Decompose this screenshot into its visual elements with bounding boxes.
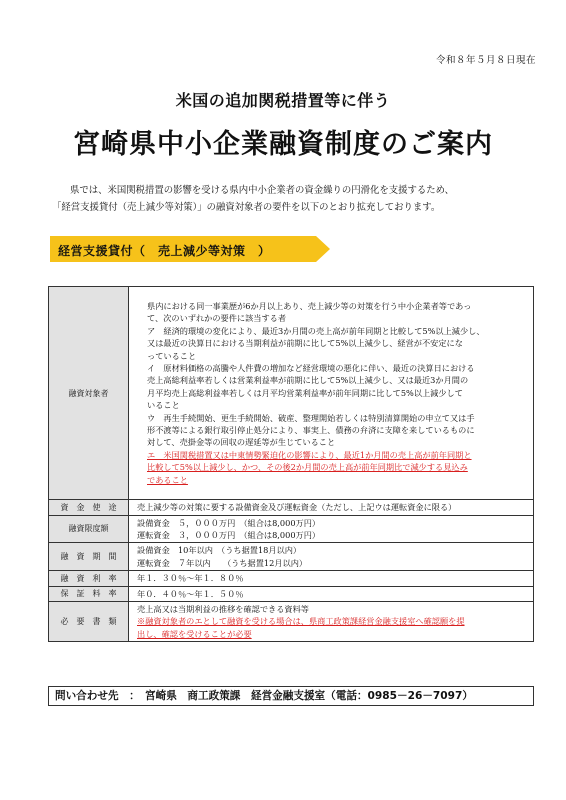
rate-value: 年１．３０％～年１．８０％ (129, 571, 534, 586)
period-value: 設備資金 10年以内 （うち据置18月以内） 運転資金 ７年以内 （うち据置12月以内） (129, 543, 534, 571)
eligibility-value (129, 287, 534, 500)
guarantee-value: 年０．４０％～年１．５０％ (129, 586, 534, 601)
eligibility-item-i: イ 原材料価格の高騰や人件費の増加など経営環境の悪化に伴い、最近の決算日における 売上高総利益率若しくは営業利益率が前期に比して5%以上減少し、又は最近3か月間の 月平均売上高総利益率若しくは月平均営業利益率が前年同期に比して5%以上減少して いること (147, 363, 475, 411)
eligibility-item-u: ウ 再生手続開始、更生手続開始、破産、整理開始若しくは特別清算開始の申立て又は手 形不渡等による銀行取引停止処分により、事実上、債務の弁済に支障を来しているものに 対して、売掛金等の回収の遅延等が生じていること (147, 412, 475, 448)
period-label: 融 資 期 間 (49, 543, 129, 571)
page-title: 宮崎県中小企業融資制度のご案内 (73, 129, 493, 160)
docs-label: 必 要 書 類 (49, 601, 129, 641)
docs-note: ※融資対象者のエとして融資を受ける場合は、県商工政策課経営金融支援室へ確認願を提 (137, 616, 465, 627)
table-row (49, 601, 534, 641)
eligibility-item-e-highlight: エ 米国関税措置又は中東情勢緊迫化の影響により、最近1か月間の売上高が前年同期と 比較して5%以上減少し、かつ、その後2か月間の売上高が前年同期比で減少する見込み であること (147, 449, 472, 485)
section-banner-label: 経営支援貸付（ 売上減少等対策 ） (58, 244, 271, 258)
table-row (49, 515, 534, 543)
rate-label: 融 資 利 率 (49, 571, 129, 586)
use-value: 売上減少等の対策に要する設備資金及び運転資金（ただし、上記ウは運転資金に限る） (129, 500, 534, 515)
table-row (49, 287, 534, 500)
eligibility-label: 融資対象者 (49, 287, 129, 500)
eligibility-lead: 県内における同一事業歴が6か月以上あり、売上減少等の対策を行う中小企業者等であっ て、次のいずれかの要件に該当する者 (147, 301, 472, 324)
docs-note: 出し、確認を受けることが必要 (137, 628, 252, 639)
intro-text (52, 182, 532, 216)
loan-info-table (48, 286, 534, 642)
table-row (49, 586, 534, 601)
issue-date: 令和８年５月８日現在 (435, 55, 536, 66)
docs-value: 売上高又は当期利益の推移を確認できる資料等 ※融資対象者のエとして融資を受ける場合は、県商工政策課経営金融支援室へ確認願を提 出し、確認を受けることが必要 (129, 601, 534, 641)
table-row (49, 500, 534, 515)
eligibility-item-a: ア 経済的環境の変化により、最近3か月間の売上高が前年同期と比較して5%以上減少し、 又は最近の決算日における当期利益が前期に比して5%以上減少し、経営が不安定にな っていること (147, 325, 485, 361)
contact-info: 問い合わせ先 ： 宮崎県 商工政策課 経営金融支援室（電話：0985－26－7097） (48, 686, 534, 706)
table-row (49, 571, 534, 586)
intro-line: 県では、米国関税措置の影響を受ける県内中小企業者の資金繰りの円滑化を支援するため、 (70, 185, 455, 196)
use-label: 資 金 使 途 (49, 500, 129, 515)
table-row (49, 543, 534, 571)
page-subtitle: 米国の追加関税措置等に伴う (175, 91, 391, 110)
guarantee-label: 保 証 料 率 (49, 586, 129, 601)
intro-line: 「経営支援貸付（売上減少等対策）」の融資対象者の要件を以下のとおり拡充しております。 (52, 202, 441, 213)
limit-label: 融資限度額 (49, 515, 129, 543)
limit-value: 設備資金 ５，０００万円 （組合は8,000万円） 運転資金 ３，０００万円 （組合は8,000万円） (129, 515, 534, 543)
